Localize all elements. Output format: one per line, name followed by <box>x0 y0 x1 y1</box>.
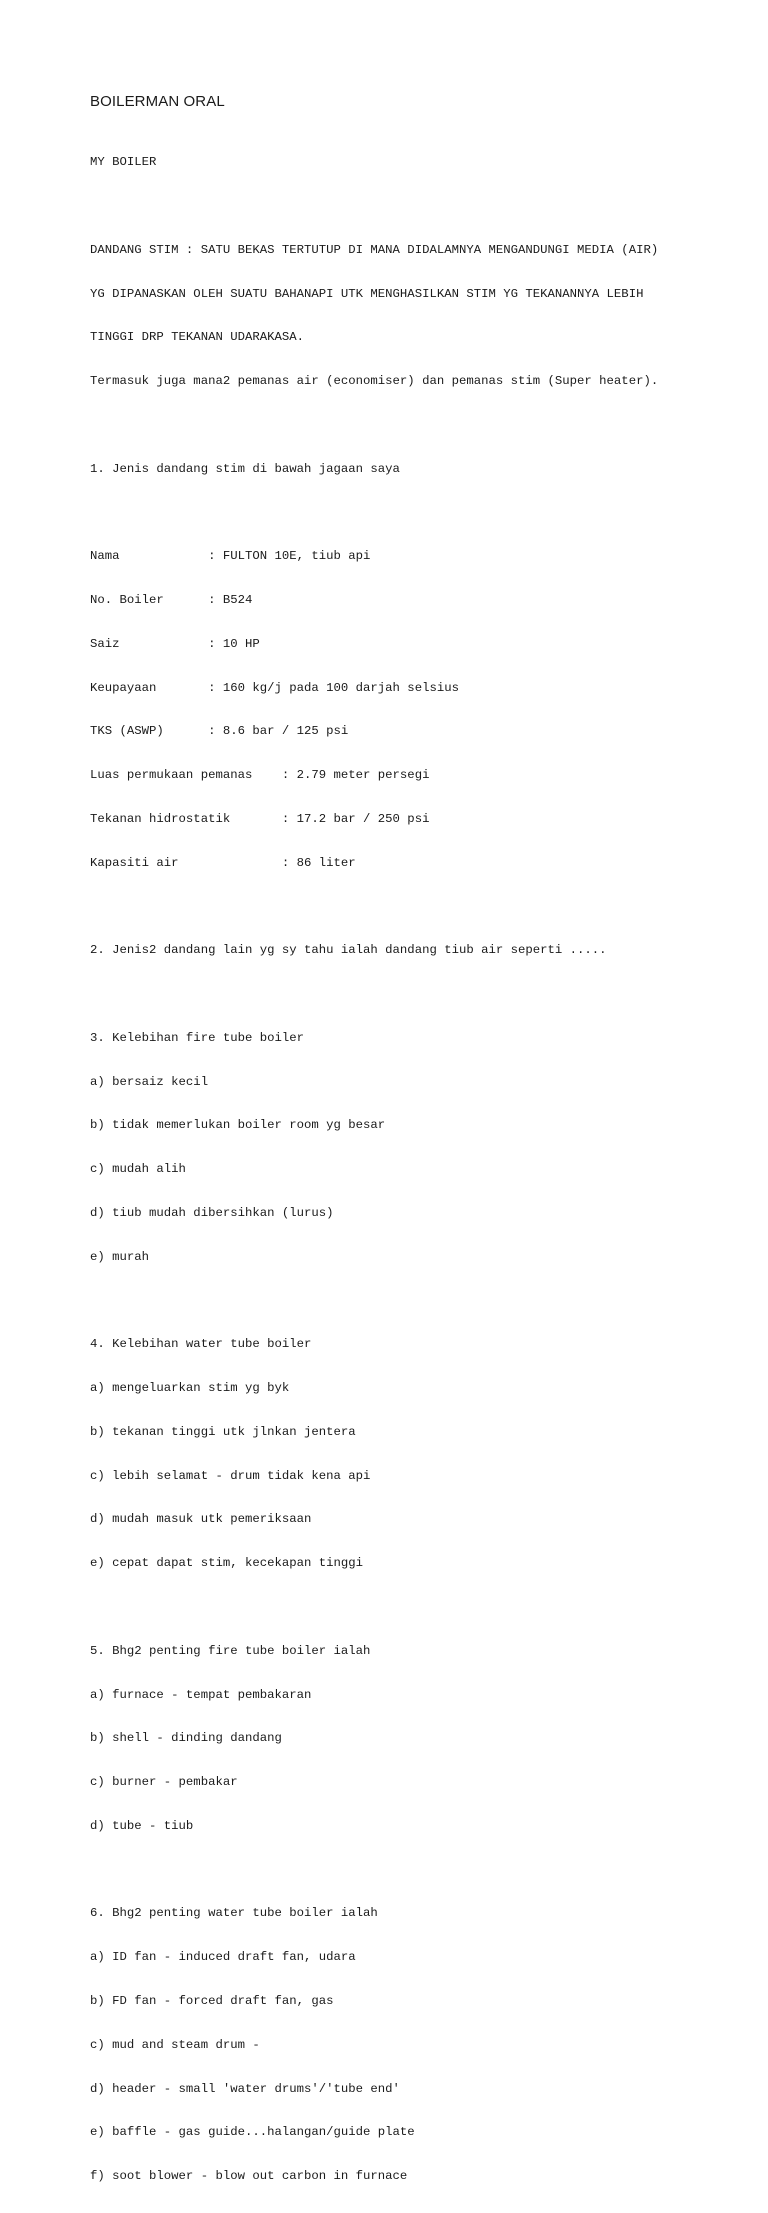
text-line: d) tiub mudah dibersihkan (lurus) <box>90 1205 334 1220</box>
text-line: Nama : FULTON 10E, tiub api <box>90 549 371 564</box>
text-line: 5. Bhg2 penting fire tube boiler ialah <box>90 1643 371 1658</box>
text-line: d) header - small 'water drums'/'tube end' <box>90 2081 400 2096</box>
text-line: 1. Jenis dandang stim di bawah jagaan saya <box>90 461 400 476</box>
text-line <box>90 1863 658 1878</box>
text-line: b) shell - dinding dandang <box>90 1731 282 1746</box>
text-line: c) mud and steam drum - <box>90 2037 260 2052</box>
text-line <box>90 505 658 520</box>
text-line: a) ID fan - induced draft fan, udara <box>90 1950 356 1965</box>
text-line: a) bersaiz kecil <box>90 1074 209 1089</box>
text-line: Tekanan hidrostatik : 17.2 bar / 250 psi <box>90 811 430 826</box>
text-line: b) tidak memerlukan boiler room yg besar <box>90 1118 386 1133</box>
text-line: c) lebih selamat - drum tidak kena api <box>90 1468 371 1483</box>
text-line <box>90 1600 658 1615</box>
text-line <box>90 418 658 433</box>
text-line: c) burner - pembakar <box>90 1775 238 1790</box>
text-line: d) mudah masuk utk pemeriksaan <box>90 1512 312 1527</box>
text-line <box>90 199 658 214</box>
text-line: No. Boiler : B524 <box>90 593 253 607</box>
text-line: e) baffle - gas guide...halangan/guide plate <box>90 2125 415 2140</box>
text-line: e) cepat dapat stim, kecekapan tinggi <box>90 1556 364 1571</box>
document-body <box>90 126 658 2213</box>
text-line <box>90 899 658 914</box>
text-line: DANDANG STIM : SATU BEKAS TERTUTUP DI MANA DIDALAMNYA MENGANDUNGI MEDIA (AIR) <box>90 242 659 257</box>
text-line: a) furnace - tempat pembakaran <box>90 1687 312 1702</box>
text-line: Luas permukaan pemanas : 2.79 meter persegi <box>90 768 430 783</box>
text-line: Termasuk juga mana2 pemanas air (economiser) dan pemanas stim (Super heater). <box>90 374 659 389</box>
text-line <box>90 987 658 1002</box>
text-line: Saiz : 10 HP <box>90 636 260 651</box>
text-line: c) mudah alih <box>90 1162 186 1177</box>
text-line: 2. Jenis2 dandang lain yg sy tahu ialah dandang tiub air seperti ..... <box>90 943 607 958</box>
text-line: YG DIPANASKAN OLEH SUATU BAHANAPI UTK MENGHASILKAN STIM YG TEKANANNYA LEBIH <box>90 286 644 301</box>
text-line: a) mengeluarkan stim yg byk <box>90 1381 290 1396</box>
text-line: 3. Kelebihan fire tube boiler <box>90 1030 305 1045</box>
text-line: e) murah <box>90 1249 150 1264</box>
text-line: b) FD fan - forced draft fan, gas <box>90 1994 334 2008</box>
text-line: Keupayaan : 160 kg/j pada 100 darjah selsius <box>90 680 459 695</box>
text-line: TKS (ASWP) : 8.6 bar / 125 psi <box>90 724 349 739</box>
text-line: TINGGI DRP TEKANAN UDARAKASA. <box>90 330 305 345</box>
text-line: MY BOILER <box>90 155 157 170</box>
text-line: 4. Kelebihan water tube boiler <box>90 1337 312 1352</box>
text-line: 6. Bhg2 penting water tube boiler ialah <box>90 1906 378 1921</box>
text-line <box>90 1294 658 1309</box>
document-title: BOILERMAN ORAL <box>90 93 225 110</box>
text-line: b) tekanan tinggi utk jlnkan jentera <box>90 1424 356 1439</box>
text-line: Kapasiti air : 86 liter <box>90 855 356 870</box>
text-line: d) tube - tiub <box>90 1818 194 1833</box>
text-line: f) soot blower - blow out carbon in furnace <box>90 2169 408 2184</box>
